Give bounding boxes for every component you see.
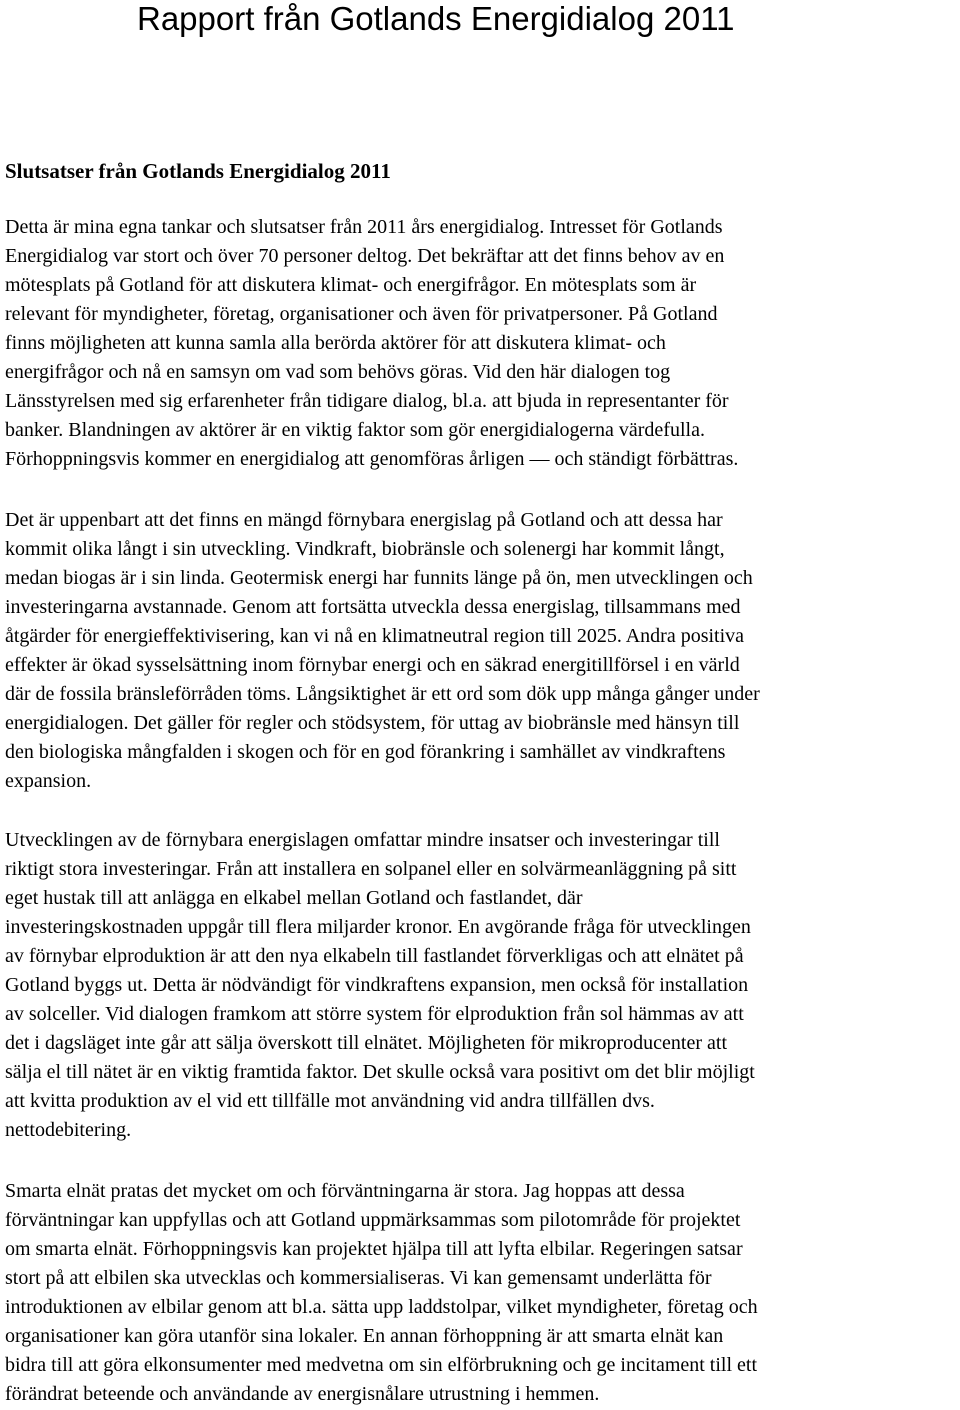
paragraph-line: av solceller. Vid dialogen framkom att större system för elproduktion från sol hämmas av att [5, 1003, 744, 1025]
paragraph-line: nettodebitering. [5, 1119, 132, 1141]
paragraph-line: energidialogen. Det gäller för regler och stödsystem, för uttag av biobränsle med hänsyn till [5, 712, 740, 734]
paragraph-3 [5, 826, 960, 1145]
paragraph-line: Länsstyrelsen med sig erfarenheter från tidigare dialog, bl.a. att bjuda in representanter för [5, 390, 729, 412]
paragraph-line: energifrågor och nå en samsyn om vad som behövs göras. Vid den här dialogen tog [5, 361, 671, 383]
paragraph-line: banker. Blandningen av aktörer är en viktig faktor som gör energidialogerna värdefulla. [5, 419, 705, 441]
paragraph-line: att kvitta produktion av el vid ett tillfälle mot användning vid andra tillfällen dvs. [5, 1090, 655, 1112]
paragraph-line: bidra till att göra elkonsumenter med medvetna om sin elförbrukning och ge incitament till ett [5, 1354, 758, 1376]
paragraph-line: mötesplats på Gotland för att diskutera klimat- och energifrågor. En mötesplats som är [5, 274, 697, 296]
paragraph-line: sälja el till nätet är en viktig framtida faktor. Det skulle också vara positivt om det blir möjligt [5, 1061, 755, 1083]
paragraph-2 [5, 506, 960, 796]
paragraph-line: eget hustak till att anlägga en elkabel mellan Gotland och fastlandet, där [5, 887, 583, 909]
paragraph-line: det i dagsläget inte går att sälja överskott till elnätet. Möjligheten för mikroproducenter att [5, 1032, 728, 1054]
paragraph-line: Det är uppenbart att det finns en mängd förnybara energislag på Gotland och att dessa har [5, 509, 723, 531]
paragraph-line: organisationer kan göra utanför sina lokaler. En annan förhoppning är att smarta elnät kan [5, 1325, 724, 1347]
paragraph-line: Detta är mina egna tankar och slutsatser från 2011 års energidialog. Intresset för Gotlands [5, 216, 723, 238]
paragraph-line: förväntningar kan uppfyllas och att Gotland uppmärksammas som pilotområde för projektet [5, 1209, 741, 1231]
paragraph-line: relevant för myndigheter, företag, organisationer och även för privatpersoner. På Gotland [5, 303, 718, 325]
section-heading: Slutsatser från Gotlands Energidialog 2011 [5, 159, 391, 183]
paragraph-1 [5, 213, 960, 474]
paragraph-line: introduktionen av elbilar genom att bl.a. sätta upp laddstolpar, vilket myndigheter, företag och [5, 1296, 758, 1318]
paragraph-line: Smarta elnät pratas det mycket om och förväntningarna är stora. Jag hoppas att dessa [5, 1180, 685, 1202]
paragraph-line: Energidialog var stort och över 70 personer deltog. Det bekräftar att det finns behov av en [5, 245, 725, 267]
paragraph-line: expansion. [5, 770, 92, 792]
paragraph-line: Gotland byggs ut. Detta är nödvändigt för vindkraftens expansion, men också för installation [5, 974, 749, 996]
paragraph-line: förändrat beteende och användande av energisnålare utrustning i hemmen. [5, 1383, 600, 1405]
paragraph-line: effekter är ökad sysselsättning inom förnybar energi och en säkrad energitillförsel i en värld [5, 654, 740, 676]
paragraph-line: Utvecklingen av de förnybara energislagen omfattar mindre insatser och investeringar till [5, 829, 720, 851]
paragraph-line: Förhoppningsvis kommer en energidialog att genomföras årligen — och ständigt förbättras. [5, 448, 739, 470]
paragraph-line: åtgärder för energieffektivisering, kan vi nå en klimatneutral region till 2025. Andra positiva [5, 625, 745, 647]
paragraph-line: investeringarna avstannade. Genom att fortsätta utveckla dessa energislag, tillsammans med [5, 596, 741, 618]
paragraph-line: investeringskostnaden uppgår till flera miljarder kronor. En avgörande fråga för utvecklingen [5, 916, 751, 938]
paragraph-line: om smarta elnät. Förhoppningsvis kan projektet hjälpa till att lyfta elbilar. Regeringen satsar [5, 1238, 743, 1260]
paragraph-line: finns möjligheten att kunna samla alla berörda aktörer för att diskutera klimat- och [5, 332, 666, 354]
paragraph-line: riktigt stora investeringar. Från att installera en solpanel eller en solvärmeanläggning på sitt [5, 858, 737, 880]
document-title: Rapport från Gotlands Energidialog 2011 [137, 0, 735, 37]
paragraph-line: den biologiska mångfalden i skogen och för en god förankring i samhället av vindkraftens [5, 741, 726, 763]
paragraph-4 [5, 1177, 960, 1409]
paragraph-line: stort på att elbilen ska utvecklas och kommersialiseras. Vi kan gemensamt underlätta för [5, 1267, 712, 1289]
paragraph-line: medan biogas är i sin linda. Geotermisk energi har funnits länge på ön, men utvecklingen och [5, 567, 753, 589]
paragraph-line: kommit olika långt i sin utveckling. Vindkraft, biobränsle och solenergi har kommit långt, [5, 538, 725, 560]
paragraph-line: av förnybar elproduktion är att den nya elkabeln till fastlandet förverkligas och att elnätet på [5, 945, 744, 967]
paragraph-line: där de fossila bränsleförråden töms. Långsiktighet är ett ord som dök upp många gånger under [5, 683, 760, 705]
